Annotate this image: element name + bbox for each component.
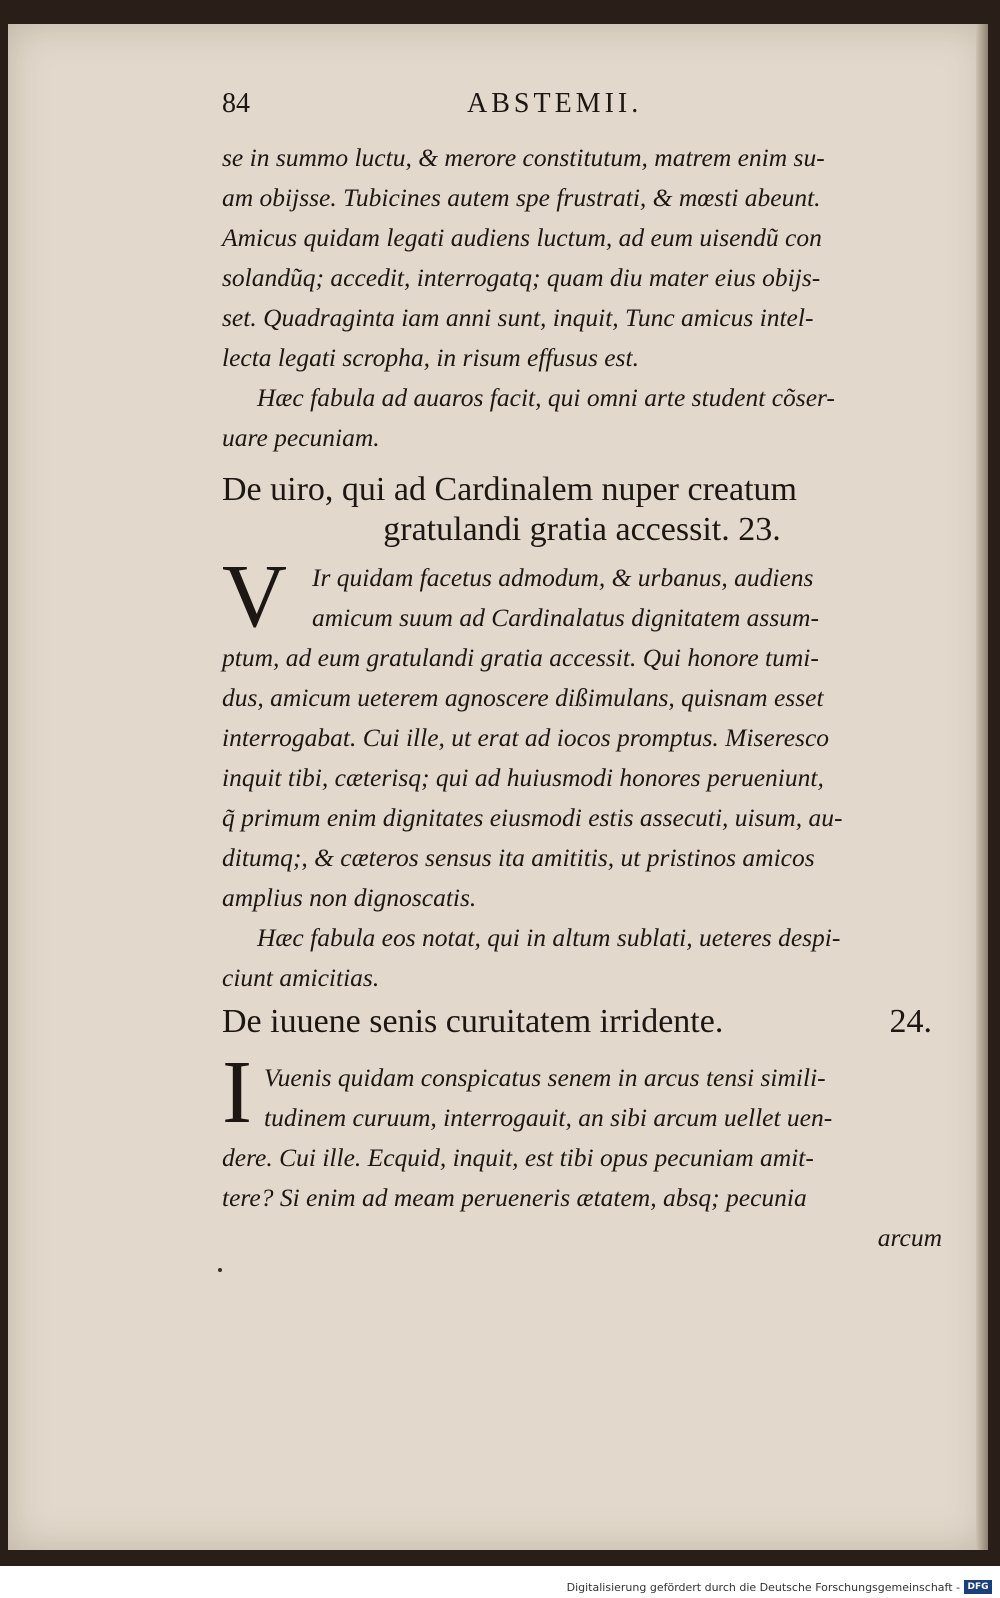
- fable-title: De iuuene senis curuitatem irridente.: [222, 1003, 724, 1040]
- fable-number: 23.: [738, 511, 781, 548]
- page-header: [222, 88, 692, 128]
- text-line: am obijsse. Tubicines autem spe frustrati, & mœsti abeunt.: [222, 183, 821, 212]
- text-line: Amicus quidam legati audiens luctum, ad eum uisendũ con: [222, 223, 822, 252]
- text-line: dere. Cui ille. Ecquid, inquit, est tibi opus pecuniam amit-: [222, 1143, 814, 1172]
- fable-number: 24.: [889, 1003, 932, 1040]
- moral-line: ciunt amicitias.: [222, 963, 380, 992]
- text-line: set. Quadraginta iam anni sunt, inquit, Tunc amicus intel-: [222, 303, 814, 332]
- running-title: ABSTEMII.: [467, 88, 643, 119]
- page-edge: [976, 24, 988, 1550]
- fable-title: De uiro, qui ad Cardinalem nuper creatum: [222, 471, 797, 508]
- text-line: se in summo luctu, & merore constitutum, matrem enim su-: [222, 143, 825, 172]
- text-line: lecta legati scropha, in risum effusus est.: [222, 343, 639, 372]
- fable24-text: [222, 1058, 942, 1258]
- fable22-text: [222, 138, 942, 458]
- fable23-title: [222, 470, 942, 550]
- text-line: q̃ primum enim dignitates eiusmodi estis assecuti, uisum, au-: [222, 803, 843, 832]
- fable23-text: [222, 558, 942, 998]
- footer-credit: Digitalisierung gefördert durch die Deutsche Forschungsgemeinschaft -: [566, 1581, 960, 1594]
- dfg-logo: DFG: [964, 1580, 992, 1594]
- fable-title: gratulandi gratia accessit.: [383, 511, 730, 548]
- fable-title-line2: [222, 510, 942, 550]
- text-line: amicum suum ad Cardinalatus dignitatem assum-: [312, 603, 819, 632]
- moral-line: uare pecuniam.: [222, 423, 380, 452]
- fable24-title: [222, 1002, 942, 1042]
- text-line: interrogabat. Cui ille, ut erat ad iocos promptus. Miseresco: [222, 723, 830, 752]
- folio-number: 84: [222, 88, 250, 119]
- drop-capital: V: [222, 547, 287, 646]
- text-line: tudinem curuum, interrogauit, an sibi arcum uellet uen-: [264, 1103, 833, 1132]
- text-line: amplius non dignoscatis.: [222, 883, 477, 912]
- drop-capital: I: [222, 1043, 252, 1142]
- catchword: arcum: [877, 1223, 942, 1252]
- stray-ink-mark: [218, 1268, 222, 1272]
- text-line: Ir quidam facetus admodum, & urbanus, audiens: [312, 563, 814, 592]
- text-line: ptum, ad eum gratulandi gratia accessit. Qui honore tumi-: [222, 643, 819, 672]
- moral-line: Hæc fabula ad auaros facit, qui omni arte student cõser-: [257, 383, 835, 412]
- text-line: tere? Si enim ad meam perueneris ætatem, absq; pecunia: [222, 1183, 807, 1212]
- fable-title-line: [222, 1002, 942, 1042]
- text-line: solandũq; accedit, interrogatq; quam diu mater eius obijs-: [222, 263, 821, 292]
- text-line: ditumq;, & cæteros sensus ita amititis, ut pristinos amicos: [222, 843, 815, 872]
- text-line: inquit tibi, cæterisq; qui ad huiusmodi honores perueniunt,: [222, 763, 824, 792]
- text-line: Vuenis quidam conspicatus senem in arcus tensi simili-: [264, 1063, 826, 1092]
- text-line: dus, amicum ueterem agnoscere dißimulans, quisnam esset: [222, 683, 824, 712]
- moral-line: Hæc fabula eos notat, qui in altum sublati, ueteres despi-: [257, 923, 841, 952]
